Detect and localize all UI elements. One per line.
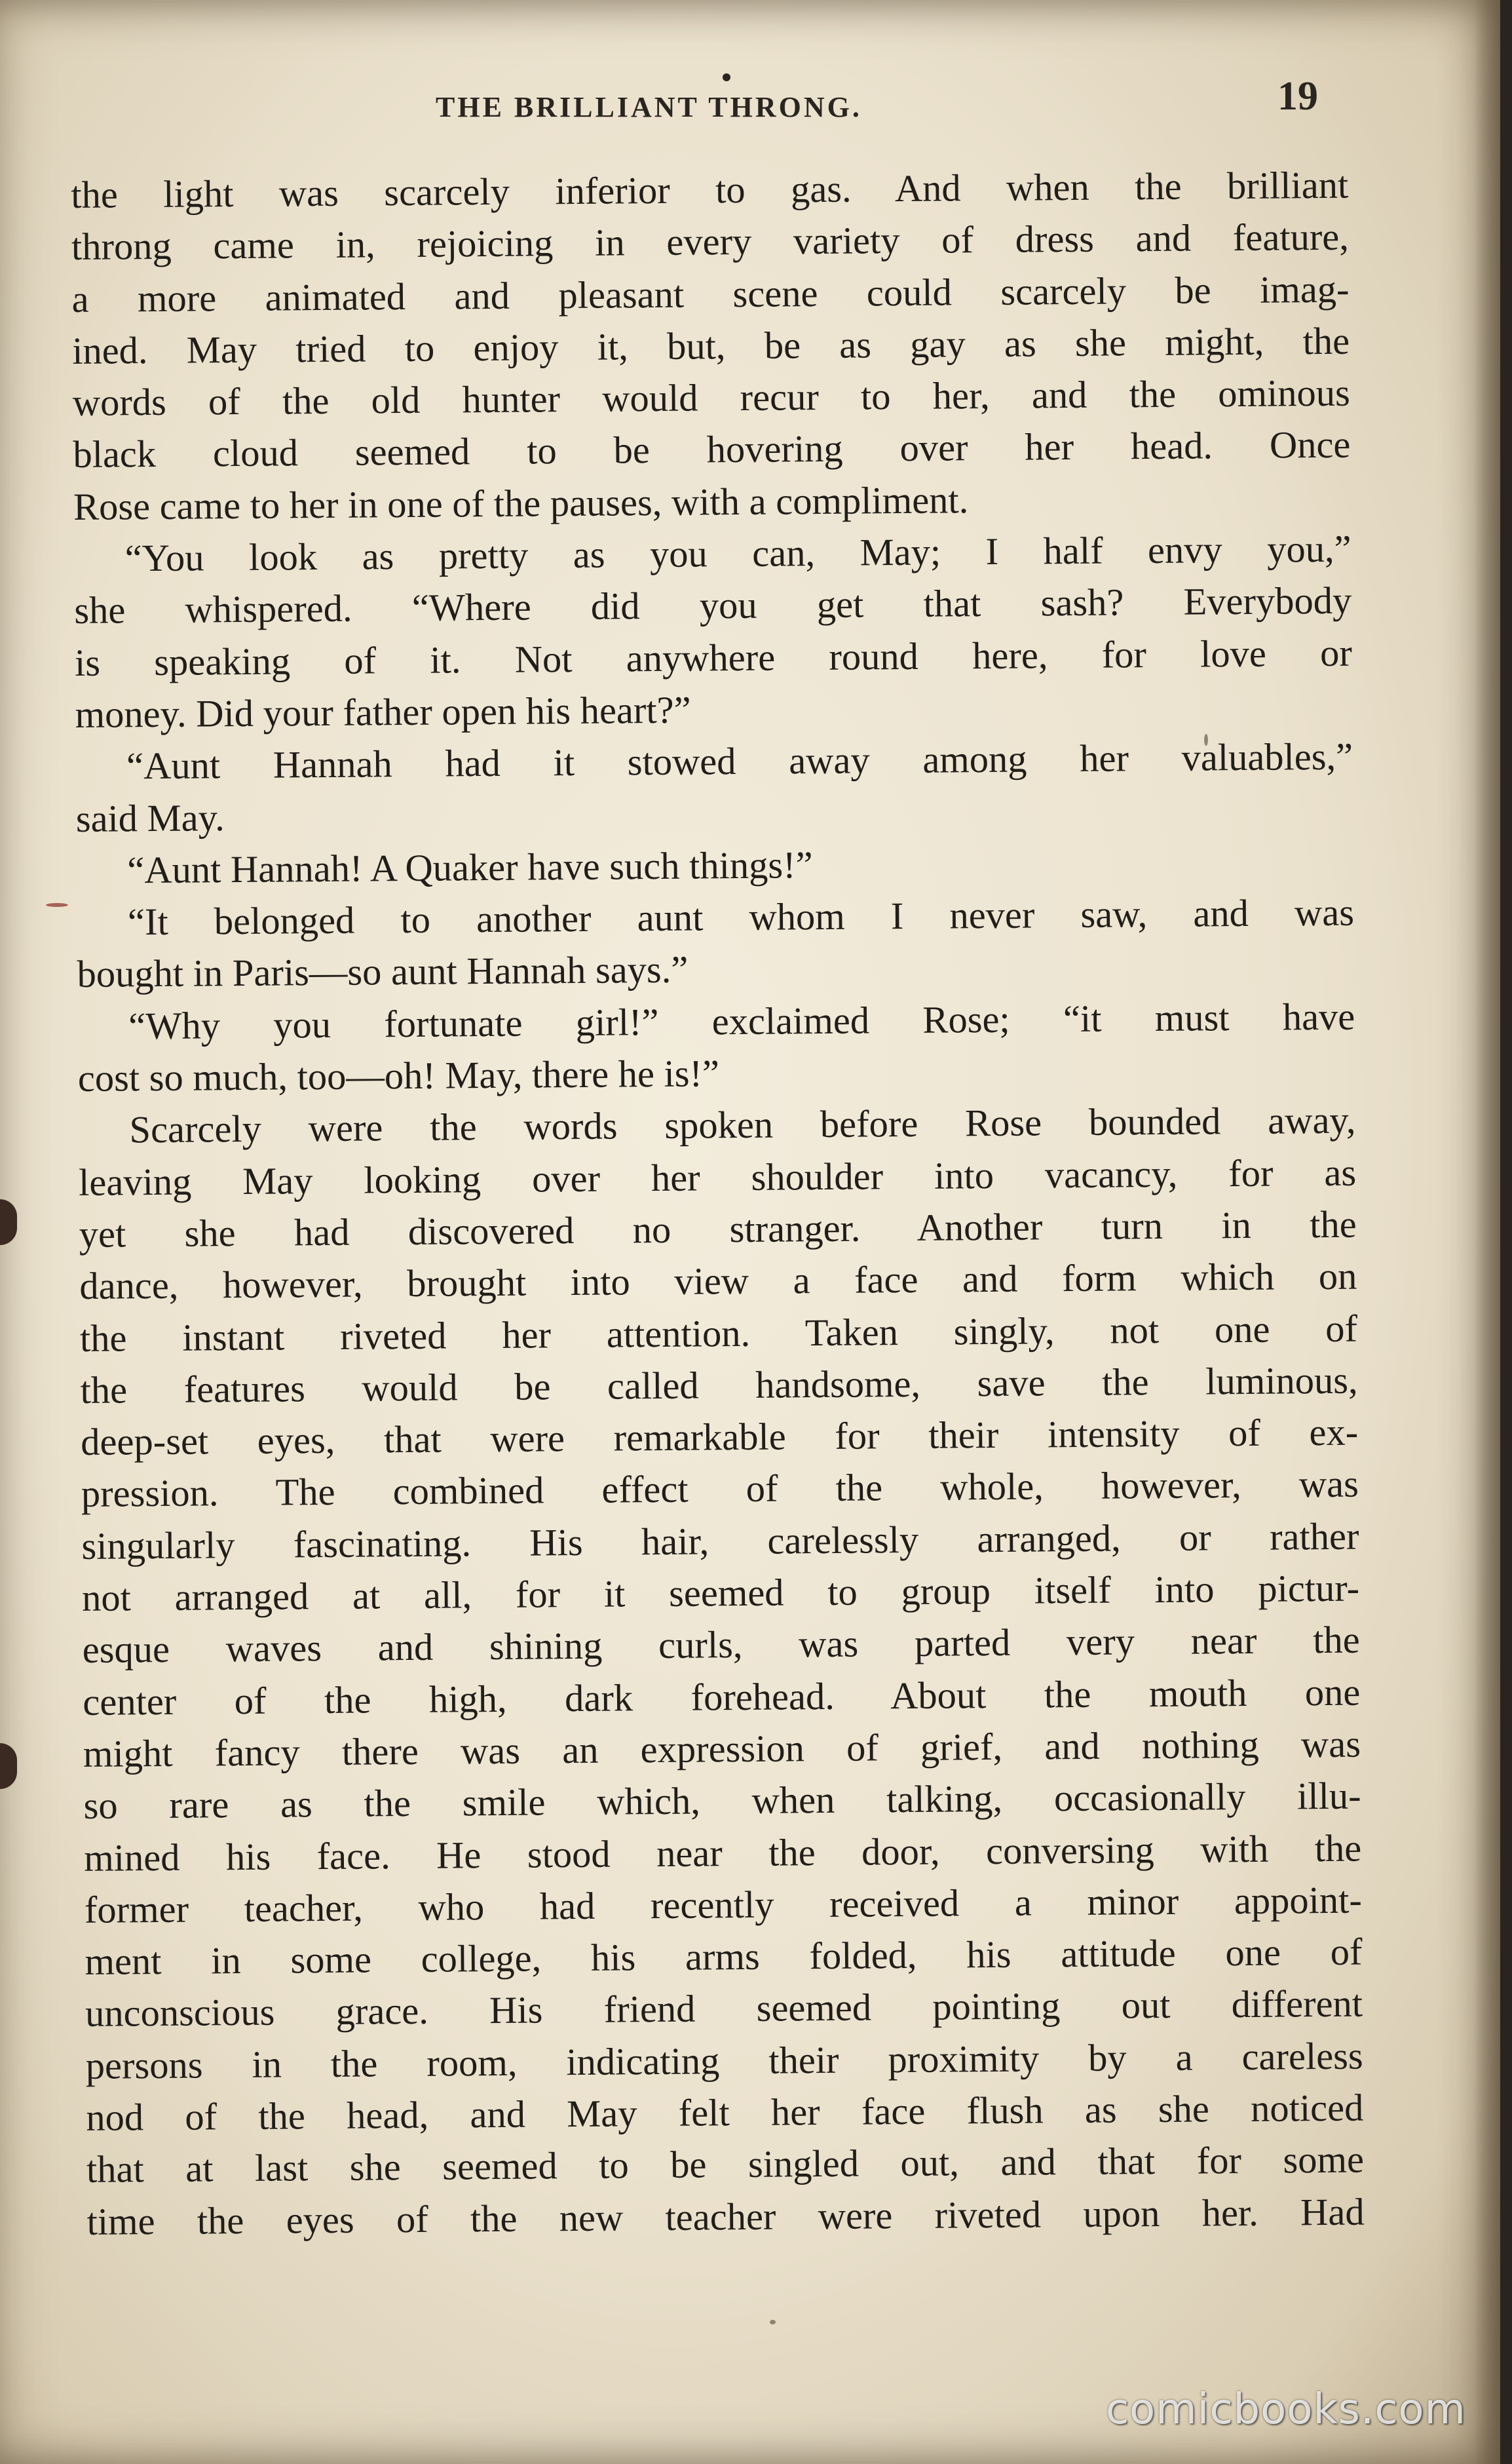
text-line: singularly fascinating. His hair, carelessly arranged, or rather xyxy=(81,1514,1359,1568)
watermark: comicbooks.com xyxy=(1105,2385,1466,2434)
text-line: center of the high, dark forehead. About the mouth one xyxy=(83,1670,1361,1723)
binding-hole xyxy=(0,1199,17,1245)
text-line: the light was scarcely inferior to gas. And when the brilliant xyxy=(71,163,1349,216)
text-line: might fancy there was an expression of grief, and nothing was xyxy=(83,1722,1361,1775)
text-line: not arranged at all, for it seemed to group itself into pictur- xyxy=(81,1566,1360,1619)
text-line: pression. The combined effect of the whole, however, was xyxy=(81,1463,1359,1516)
body-text xyxy=(71,159,1365,2248)
text-line: persons in the room, indicating their proximity by a careless xyxy=(85,2034,1363,2087)
text-line: cost so much, too—oh! May, there he is!” xyxy=(77,1052,720,1100)
text-line: so rare as the smile which, when talking, occasionally illu- xyxy=(83,1774,1361,1828)
text-line: ined. May tried to enjoy it, but, be as gay as she might, the xyxy=(71,319,1350,372)
text-line: the features would be called handsome, save the luminous, xyxy=(80,1358,1358,1412)
running-head: THE BRILLIANT THRONG. xyxy=(436,91,862,123)
text-line: leaving May looking over her shoulder into vacancy, for as xyxy=(78,1151,1357,1204)
text-line: esque waves and shining curls, was parted very near the xyxy=(82,1618,1360,1672)
text-line: ment in some college, his arms folded, his attitude one of xyxy=(85,1930,1363,1984)
text-line: words of the old hunter would recur to her, and the ominous xyxy=(72,371,1350,425)
text-line: Scarcely were the words spoken before Rose bounded away, xyxy=(129,1098,1356,1151)
text-line: money. Did your father open his heart?” xyxy=(75,688,691,736)
text-line: said May. xyxy=(75,796,225,840)
text-line: is speaking of it. Not anywhere round here, for love or xyxy=(74,631,1353,684)
text-line: dance, however, brought into view a face and form which on xyxy=(79,1254,1357,1308)
text-line: nod of the head, and May felt her face flush as she noticed xyxy=(86,2086,1364,2139)
text-line: unconscious grace. His friend seemed pointing out different xyxy=(85,1982,1363,2035)
binding-hole xyxy=(0,1743,17,1789)
text-line: “Aunt Hannah! A Quaker have such things!” xyxy=(127,843,813,892)
text-line: “It belonged to another aunt whom I never saw, and was xyxy=(127,891,1355,944)
text-line: former teacher, who had recently received a minor appoint- xyxy=(84,1878,1363,1931)
text-line: mined his face. He stood near the door, conversing with the xyxy=(83,1826,1362,1879)
page-number: 19 xyxy=(1277,74,1318,119)
text-line: yet she had discovered no stranger. Another turn in the xyxy=(79,1203,1357,1256)
text-line: throng came in, rejoicing in every variety of dress and feature, xyxy=(71,215,1350,269)
text-line: “You look as pretty as you can, May; I half envy you,” xyxy=(124,527,1351,580)
text-line: the instant riveted her attention. Taken singly, not one of xyxy=(79,1307,1358,1360)
text-line: deep-set eyes, that were remarkable for their intensity of ex- xyxy=(81,1410,1359,1464)
text-line: time the eyes of the new teacher were riveted upon her. Had xyxy=(86,2190,1365,2243)
paper-speck xyxy=(46,903,68,907)
page-header xyxy=(0,73,1500,132)
text-line: “Aunt Hannah had it stowed away among her valuables,” xyxy=(126,735,1353,788)
text-line: black cloud seemed to be hovering over her head. Once xyxy=(73,423,1351,476)
text-line: Rose came to her in one of the pauses, with a compliment. xyxy=(73,478,969,528)
header-dot xyxy=(723,73,730,81)
text-line: bought in Paris—so aunt Hannah says.” xyxy=(77,948,689,996)
text-line: “Why you fortunate girl!” exclaimed Rose; “it must have xyxy=(128,995,1355,1048)
text-line: that at last she seemed to be singled out, and that for some xyxy=(86,2138,1365,2191)
text-line: she whispered. “Where did you get that sash? Everybody xyxy=(74,579,1352,632)
text-line: a more animated and pleasant scene could scarcely be imag- xyxy=(71,267,1350,320)
paper-speck xyxy=(770,2320,776,2324)
